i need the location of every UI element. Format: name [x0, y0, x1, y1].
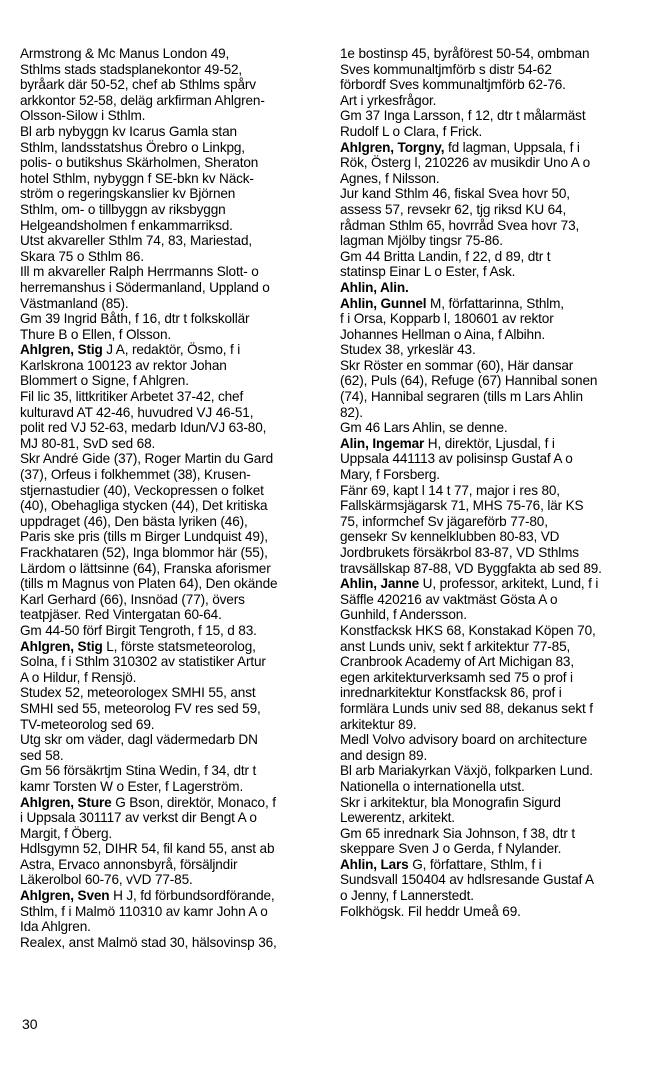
entry-text: L, förste statsmeteorolog, Solna, f i Sthlm 310302 av statistiker Artur A o Hildur, f Rensjö. Studex 52, meteorologex SMHI 55, anst SMHI sed 55, meteorolog FV res sed 59, TV-meteorolog sed 69. Utg skr om väder, dagl vädermedarb DN sed 58. Gm 56 försäkrtjm Stina Wedin, f 34, dtr t kamr Torsten W o Ester, f Lagerström.: [20, 638, 266, 794]
entry-text: U, professor, arkitekt, Lund, f i Säffle 420216 av vaktmäst Gösta A o Gunhild, f Andersson. Konstfacksk HKS 68, Konstakad Köpen 70, anst Lunds univ, sekt f arkitektur 77-85, Cranbrook Academy of Art Michigan 83, egen arkitekturverksamh sed 75 o prof i inredn​arkitektur Konstfacksk 86, prof i formlära Lunds univ sed 88, dekanus sekt f arkitektur 89. Medl Volvo advisory board on architecture and design 89. Bl arb Mariakyrkan Växjö, folkparken Lund. Nationella o internationella utst. Skr i arkitektur, bla Monografin Sigurd Lewerentz, arkitekt. Gm 65 inrednark Sia Johnson, f 38, dtr t skeppare Sven J o Gerda, f Nylander.: [340, 576, 599, 857]
entry-text: M, författarinna, Sthlm, f i Orsa, Kopparb l, 180601 av rektor Johannes Hellman o Aina, f Albihn. Studex 38, yrkeslär 43. Skr Röster en sommar (60), Här dansar (62), Puls (64), Refuge (67) Hannibal sonen (74), Hannibal segraren (tills m Lars Ahlin 82). Gm 46 Lars Ahlin, se denne.: [340, 295, 598, 436]
entry-ahlgren-torgny: [340, 140, 656, 280]
entry-text: Armstrong & Mc Manus London 49, Sthlms stads stadsplanekontor 49-52, byråark där 50-52, chef ab Sthlms spårv arkkontor 52-58, deläg arkfirman Ahlgren- Olsson-Silow i Sthlm. Bl arb nybyggn kv Icarus Gamla stan Sthlm, landsstatshus Örebro o Linkpg, polis- o butikshus Skärholmen, Sheraton hotel Sthlm, nybyggn f SE-bkn kv Näck- ström o regeringskanslier kv Björnen Sthlm, om- o tillbyggn av riksbyggn Helgeandsholmen f enkammarriksd. Utst akvareller Sthlm 74, 83, Mariestad, Skara 75 o Sthlm 86. Ill m akvareller Ralph Herrmanns Slott- o herremanshus i Södermanland, Uppland o Västmanland (85). Gm 39 Ingrid Båth, f 16, dtr t folkskollär Thure B o Ellen, f Olsson.: [20, 46, 270, 342]
entry-continuation: [20, 46, 318, 342]
entry-text: J A, redaktör, Ösmo, f i Karlskrona 100123 av rektor Johan Blommert o Signe, f Ahlgren. Fil lic 35, littkritiker Arbetet 37-42, chef kulturavd AT 42-46, huvudred VJ 46-51, polit red VJ 52-63, medarb Idun/VJ 63-80, MJ 80-81, SvD sed 68. Skr André Gide (37), Roger Martin du Gard (37), Orfeus i folkhemmet (38), Krusen- stjernastudier (40), Veckopressen o folket (40), Obehagliga stycken (44), Det kritiska uppdraget (46), Den bästa lyriken (46), Paris ske pris (tills m Birger Lundquist 49), Frackhataren (52), Inga blommor här (55), Lärdom o lättsinne (64), Franska aforismer (tills m Magnus von Platen 64), Den okände Karl Gerhard (66), Insnöad (77), övers teatpjäser. Red Vintergatan 60-64. Gm 44-50 förf Birgit Tengroth, f 15, d 83.: [20, 342, 278, 638]
entry-text: 1e bostinsp 45, byråförest 50-54, ombman Sves kommunaltjmförb s distr 54-62 förbordf Sves kommunaltjmförb 62-76. Art i yrkesfrågor. Gm 37 Inga Larsson, f 12, dtr t målarmäst Rudolf L o Clara, f Frick.: [340, 46, 590, 139]
left-column: [20, 46, 318, 950]
entry-ahlin-gunnel: [340, 296, 656, 436]
entry-ahlgren-stig-l: [20, 639, 318, 795]
entry-text: fd lagman, Uppsala, f i Rök, Österg l, 210226 av musikdir Uno A o Agnes, f Nilsson. Jur kand Sthlm 46, fiskal Svea hovr 50, assess 57, revsekr 62, tjg riksd KU 64, rådman Sthlm 65, hovrråd Svea hovr 73, lagman Mjölby tingsr 75-86. Gm 44 Britta Landin, f 22, d 89, dtr t statinsp Einar L o Ester, f Ask.: [340, 139, 590, 280]
entry-continuation: [340, 46, 656, 140]
entry-ahlin-alin: [340, 280, 656, 296]
entry-text: H, direktör, Ljusdal, f i Uppsala 441113 av polisinsp Gustaf A o Mary, f Forsberg. Fänr 69, kapt l 14 t 77, major i res 80, Fallskärmsjägarsk 71, MHS 75-76, lär KS 75, informchef Sv jägareförb 77-80, gensekr Sv kennelklubben 80-83, VD Jordbrukets försäkrbol 83-87, VD Sthlms travsällskap 87-88, VD Byggfakta ab sed 89.: [340, 435, 602, 576]
right-column: [340, 46, 656, 919]
entry-ahlgren-stig-j: [20, 342, 318, 638]
entry-name: Ahlgren, Sven: [20, 888, 110, 904]
entry-text: G, författare, Sthlm, f i Sundsvall 150404 av hdlsresande Gustaf A o Jenny, f Lannerstedt. Folkhögsk. Fil heddr Umeå 69.: [340, 856, 594, 919]
entry-name: Ahlin, Janne: [340, 576, 420, 592]
entry-name: Ahlin, Lars: [340, 856, 409, 872]
entry-name: Ahlgren, Sture: [20, 794, 112, 810]
entry-text: H J, fd förbundsordförande, Sthlm, f i Malmö 110310 av kamr John A o Ida Ahlgren. Realex, anst Malmö stad 30, hälsovinsp 36,: [20, 888, 277, 950]
entry-name: Ahlgren, Stig: [20, 638, 103, 654]
entry-ahlin-lars: [340, 857, 656, 919]
entry-alin-ingemar: [340, 436, 656, 576]
entry-name: Ahlgren, Torgny,: [340, 139, 445, 155]
entry-name: Ahlin, Alin.: [340, 279, 409, 295]
entry-name: Ahlin, Gunnel: [340, 295, 427, 311]
entry-name: Alin, Ingemar: [340, 435, 425, 451]
entry-text: G Bson, direktör, Monaco, f i Uppsala 301117 av verkst dir Bengt A o Margit, f Öberg. Hdlsgymn 52, DIHR 54, fil kand 55, anst ab Astra, Ervaco annonsbyrå, försäljndir Läkerolbol 60-76, vVD 77-85.: [20, 794, 276, 888]
entry-ahlin-janne: [340, 576, 656, 857]
entry-name: Ahlgren, Stig: [20, 342, 103, 358]
entry-ahlgren-sven: [20, 888, 318, 950]
page-number: 30: [22, 1016, 38, 1032]
entry-ahlgren-sture: [20, 795, 318, 889]
